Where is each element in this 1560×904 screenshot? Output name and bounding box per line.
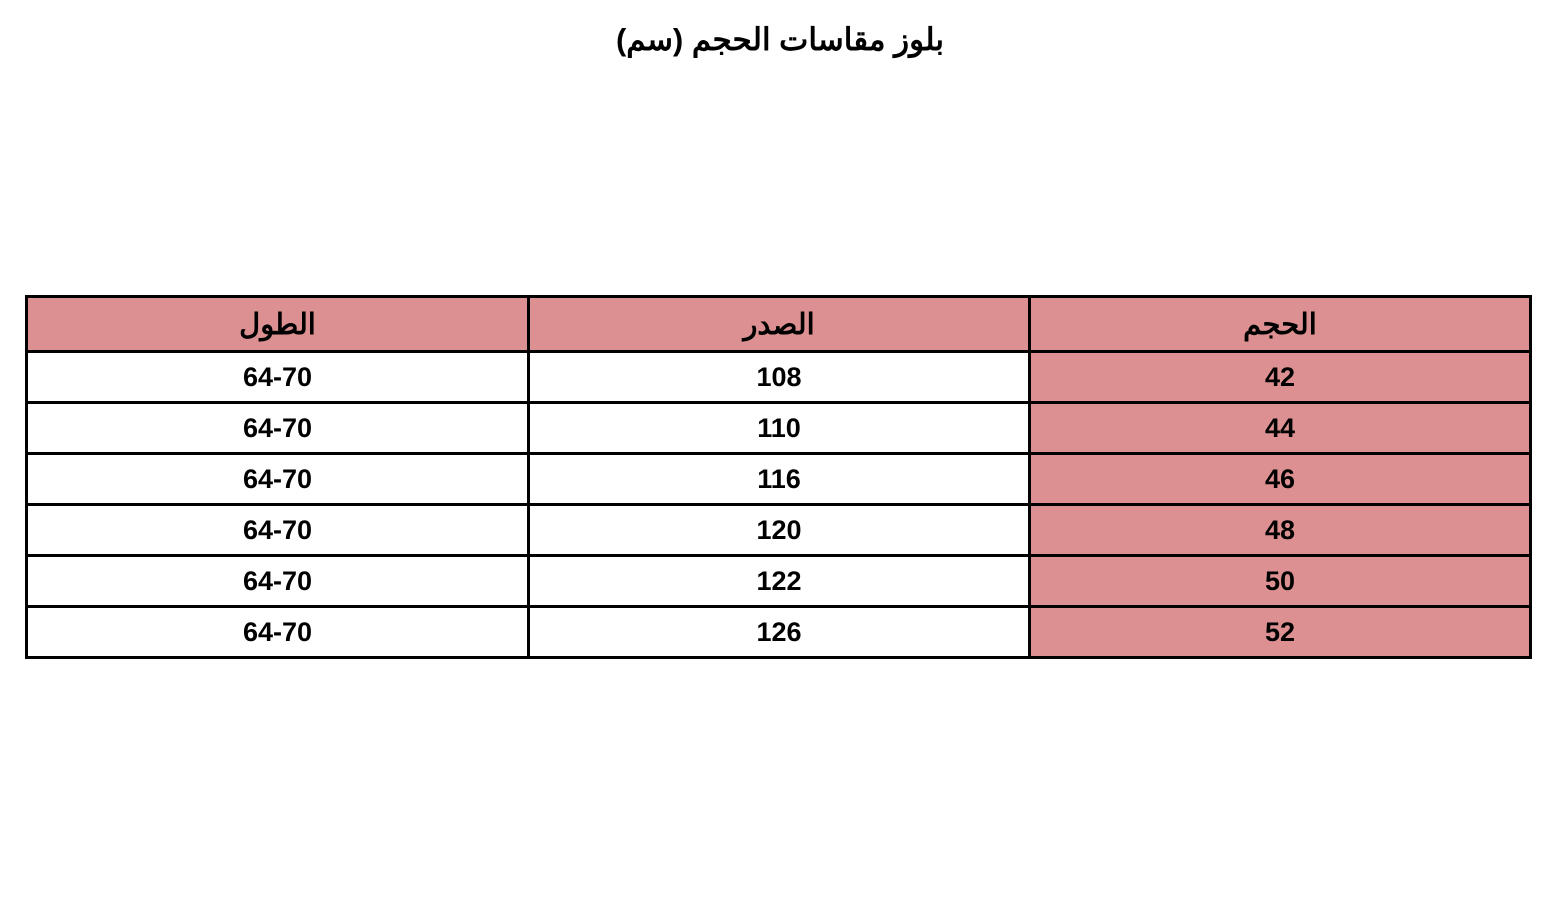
cell-size: 42 [1030, 352, 1531, 403]
cell-size: 52 [1030, 607, 1531, 658]
cell-length: 64-70 [27, 352, 529, 403]
cell-chest: 126 [529, 607, 1030, 658]
cell-size: 48 [1030, 505, 1531, 556]
cell-length: 64-70 [27, 607, 529, 658]
cell-chest: 116 [529, 454, 1030, 505]
size-chart-table-wrapper [28, 295, 1532, 659]
table-row [27, 607, 1531, 658]
cell-size: 46 [1030, 454, 1531, 505]
table-row [27, 454, 1531, 505]
size-chart-table [25, 295, 1532, 659]
cell-length: 64-70 [27, 505, 529, 556]
cell-size: 44 [1030, 403, 1531, 454]
column-header-length: الطول [27, 297, 529, 352]
column-header-chest: الصدر [529, 297, 1030, 352]
cell-length: 64-70 [27, 454, 529, 505]
page-title: بلوز مقاسات الحجم (سم) [615, 22, 944, 57]
cell-chest: 122 [529, 556, 1030, 607]
table-row [27, 403, 1531, 454]
table-row [27, 556, 1531, 607]
cell-size: 50 [1030, 556, 1531, 607]
table-header [27, 297, 1531, 352]
table-body [27, 352, 1531, 658]
column-header-size: الحجم [1030, 297, 1531, 352]
cell-chest: 108 [529, 352, 1030, 403]
cell-chest: 110 [529, 403, 1030, 454]
table-row [27, 352, 1531, 403]
cell-length: 64-70 [27, 403, 529, 454]
cell-chest: 120 [529, 505, 1030, 556]
cell-length: 64-70 [27, 556, 529, 607]
table-header-row [27, 297, 1531, 352]
table-row [27, 505, 1531, 556]
